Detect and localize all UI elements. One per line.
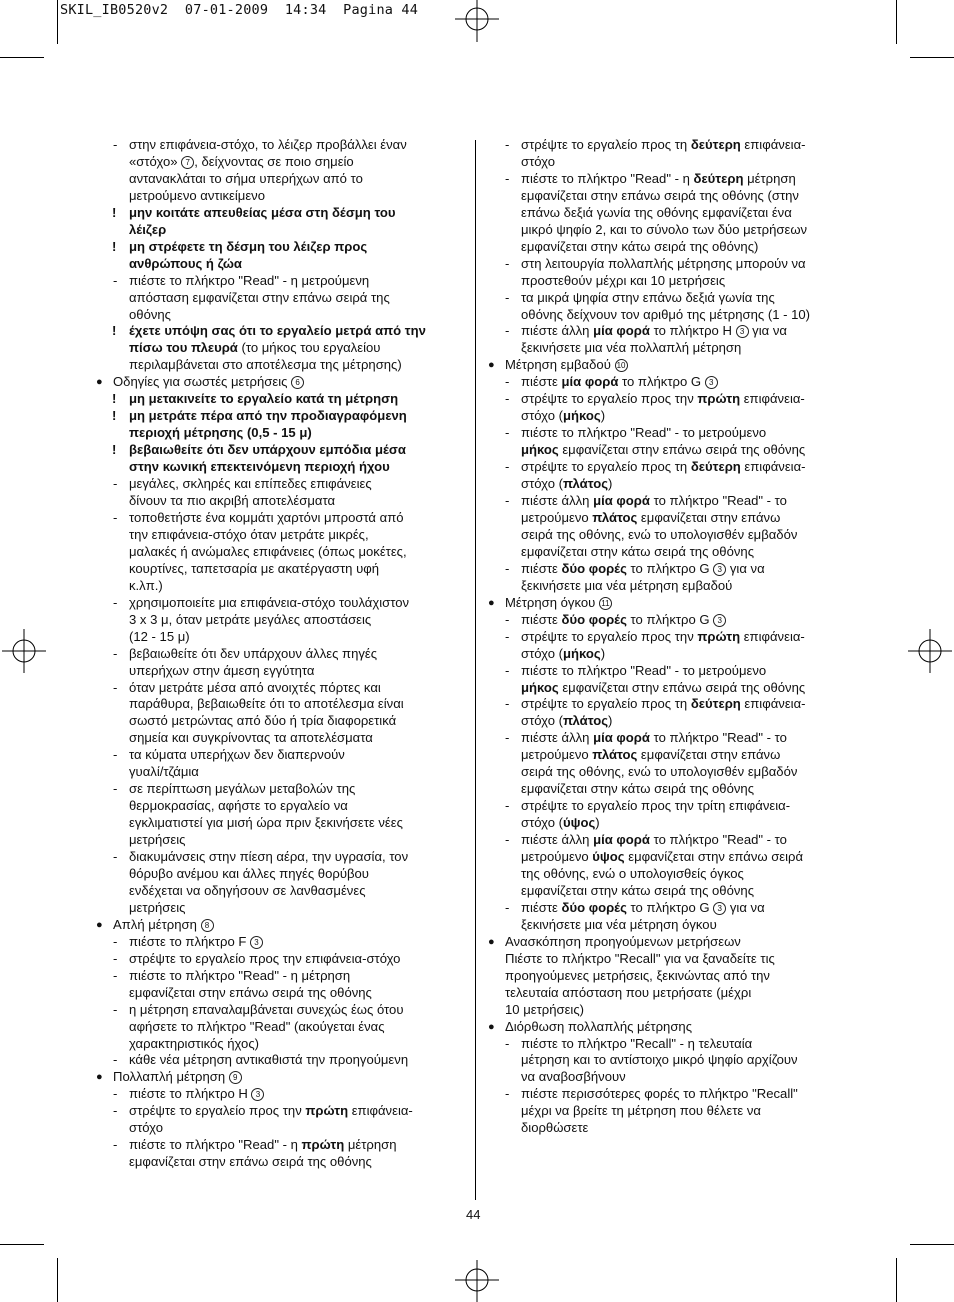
crop-mark (57, 0, 58, 44)
bullet-icon: ● (488, 359, 495, 372)
item-text: πιέστε το πλήκτρο "Read" - η πρώτη μέτρηση εμφανίζεται στην επάνω σειρά της οθόνης (129, 1137, 397, 1170)
dash-marker: - (505, 391, 510, 407)
item-text: η μέτρηση επαναλαμβάνεται συνεχώς έως ότου αφήσετε το πλήκτρο "Read" (ακούγεται ένας χαρακτηριστικός ήχος) (129, 1001, 404, 1051)
item-text: στρέψτε το εργαλείο προς την πρώτη επιφάνεια- στόχο (129, 1103, 413, 1136)
list-item (95, 1086, 460, 1103)
item-text: στρέψτε το εργαλείο προς την πρώτη επιφάνεια- στόχο (μήκος) (521, 391, 805, 424)
item-text: πιέστε άλλη μία φορά το πλήκτρο H 3 για να ξεκινήσετε μια νέα πολλαπλή μέτρηση (521, 323, 787, 356)
dash-marker: - (113, 967, 118, 983)
list-item (487, 137, 852, 171)
list-item (95, 1002, 460, 1053)
dash-marker: - (505, 832, 510, 848)
section-heading (487, 595, 852, 612)
dash-marker: - (113, 933, 118, 949)
dash-marker: - (505, 899, 510, 915)
section-heading (95, 1069, 460, 1086)
item-text: πιέστε μία φορά το πλήκτρο G 3 (521, 374, 718, 389)
item-text: Πιέστε το πλήκτρο "Recall" για να ξαναδείτε τις προηγούμενες μετρήσεις, ξεκινώντας από την τελευταία απόσταση που μετρήσατε (μέχρι 10 μετρήσεις) (505, 950, 775, 1017)
list-item (95, 747, 460, 781)
dash-marker: - (505, 374, 510, 390)
item-text: στρέψτε το εργαλείο προς τη δεύτερη επιφάνεια- στόχο (521, 137, 806, 169)
dash-marker: - (113, 781, 118, 797)
registration-mark-right (908, 629, 952, 673)
circled-number: 9 (229, 1071, 242, 1084)
dash-marker: - (113, 950, 118, 966)
item-text: όταν μετράτε μέσα από ανοιχτές πόρτες και παράθυρα, βεβαιωθείτε ότι το αποτέλεσμα είναι σωστό μετρώντας από δύο ή τρία διαφορετικά σημεία και συγκρίνοντας τα αποτελέσματα (129, 679, 404, 746)
item-text: Διόρθωση πολλαπλής μέτρησης (505, 1018, 693, 1034)
list-item (487, 798, 852, 832)
dash-marker: - (505, 662, 510, 678)
item-text: Απλή μέτρηση 8 (113, 917, 214, 932)
bullet-icon: ● (96, 918, 103, 931)
item-text: πιέστε το πλήκτρο "Read" - το μετρούμενο μήκος εμφανίζεται στην επάνω σειρά της οθόνης (521, 662, 806, 695)
dash-marker: - (113, 849, 118, 865)
page-number: 44 (466, 1207, 481, 1222)
item-text: στη λειτουργία πολλαπλής μέτρησης μπορούν να προστεθούν μέχρι και 10 μετρήσεις (521, 255, 806, 288)
list-item (487, 171, 852, 256)
item-text: Οδηγίες για σωστές μετρήσεις 6 (113, 374, 304, 389)
crop-mark (910, 1244, 954, 1245)
item-text: πιέστε δύο φορές το πλήκτρο G 3 (521, 612, 726, 627)
list-item (95, 934, 460, 951)
bullet-icon: ● (96, 376, 103, 389)
dash-marker: - (505, 730, 510, 746)
list-item (487, 374, 852, 391)
item-text: σε περίπτωση μεγάλων μεταβολών της θερμοκρασίας, αφήστε το εργαλείο να εγκλιματιστεί για μισή ώρα πριν ξεκινήσετε νέες μετρήσεις (129, 781, 403, 848)
item-text: χρησιμοποιείτε μια επιφάνεια-στόχο τουλάχιστον 3 x 3 μ, όταν μετράτε μεγάλες αποστάσεις (12 - 15 μ) (129, 594, 410, 644)
list-item (487, 561, 852, 595)
list-item (95, 476, 460, 510)
exclamation-icon: ! (112, 408, 117, 424)
warning-item (95, 239, 460, 273)
right-column (487, 137, 852, 1137)
item-text: μη στρέφετε τη δέσμη του λέιζερ προς ανθρώπους ή ζώα (129, 238, 368, 271)
circled-number: 3 (713, 614, 726, 627)
dash-marker: - (113, 679, 118, 695)
circled-number: 3 (250, 936, 263, 949)
section-heading (487, 357, 852, 374)
circled-number: 3 (705, 376, 718, 389)
registration-mark-left (2, 629, 46, 673)
crop-mark (910, 57, 954, 58)
item-text: πιέστε το πλήκτρο F 3 (129, 934, 263, 949)
list-item (487, 323, 852, 357)
item-text: έχετε υπόψη σας ότι το εργαλείο μετρά από την πίσω του πλευρά (το μήκος του εργαλείου περιλαμβάνεται στο αποτέλεσμα της μέτρησης) (129, 323, 426, 373)
section-heading (95, 374, 460, 391)
circled-number: 8 (201, 919, 214, 932)
dash-marker: - (113, 1086, 118, 1102)
dash-marker: - (505, 611, 510, 627)
list-item (487, 832, 852, 900)
dash-marker: - (113, 1137, 118, 1153)
section-heading (95, 917, 460, 934)
bullet-icon: ● (96, 1071, 103, 1084)
crop-mark (57, 1258, 58, 1302)
bullet-icon: ● (488, 1020, 495, 1033)
item-text: κάθε νέα μέτρηση αντικαθιστά την προηγούμενη (129, 1052, 409, 1068)
list-item (95, 968, 460, 1002)
item-text: πιέστε το πλήκτρο "Read" - η μετρούμενη απόσταση εμφανίζεται στην επάνω σειρά της οθόνης (129, 272, 390, 322)
bullet-icon: ● (488, 596, 495, 609)
print-slug: SKIL_IB0520v2 07-01-2009 14:34 Pagina 44 (60, 2, 419, 18)
dash-marker: - (505, 1086, 510, 1102)
list-item (487, 391, 852, 425)
list-item (95, 680, 460, 748)
dash-marker: - (113, 476, 118, 492)
dash-marker: - (113, 509, 118, 525)
crop-mark (0, 57, 44, 58)
warning-item (95, 323, 460, 374)
item-text: πιέστε το πλήκτρο "Read" - το μετρούμενο μήκος εμφανίζεται στην επάνω σειρά της οθόνης (521, 425, 806, 458)
list-item (95, 781, 460, 849)
crop-mark (0, 1244, 44, 1245)
dash-marker: - (113, 594, 118, 610)
item-text: στρέψτε το εργαλείο προς τη δεύτερη επιφάνεια- στόχο (πλάτος) (521, 696, 806, 729)
exclamation-icon: ! (112, 442, 117, 458)
dash-marker: - (505, 798, 510, 814)
item-text: στρέψτε το εργαλείο προς τη δεύτερη επιφάνεια- στόχο (πλάτος) (521, 459, 806, 492)
left-column (95, 137, 460, 1171)
dash-marker: - (113, 747, 118, 763)
warning-item (95, 205, 460, 239)
circled-number: 6 (291, 376, 304, 389)
dash-marker: - (505, 137, 510, 152)
list-item (487, 629, 852, 663)
list-item (487, 663, 852, 697)
section-heading (487, 1019, 852, 1036)
dash-marker: - (113, 1103, 118, 1119)
list-item (95, 849, 460, 917)
crop-mark (896, 1258, 897, 1302)
item-text: Πολλαπλή μέτρηση 9 (113, 1069, 242, 1084)
list-item (487, 459, 852, 493)
dash-marker: - (113, 272, 118, 288)
item-text: στην επιφάνεια-στόχο, το λέιζερ προβάλλει έναν «στόχο» 7 , δείχνοντας σε ποιο σημείο αντανακλάται το σήμα υπερήχων από το μετρούμενο αντικείμενο (129, 137, 407, 203)
list-item (487, 1086, 852, 1137)
item-text: πιέστε άλλη μία φορά το πλήκτρο "Read" - το μετρούμενο πλάτος εμφανίζεται στην επάνω σειρά της οθόνης, ενώ το υπολογισθέν εμβαδόν εμφανίζεται στην κάτω σειρά της οθόνης (521, 730, 798, 797)
list-item (487, 951, 852, 1019)
dash-marker: - (505, 560, 510, 576)
item-text: πιέστε άλλη μία φορά το πλήκτρο "Read" - το μετρούμενο πλάτος εμφανίζεται στην επάνω σειρά της οθόνης, ενώ το υπολογισθέν εμβαδόν εμφανίζεται στην κάτω σειρά της οθόνης (521, 493, 798, 559)
item-text: Ανασκόπηση προηγούμενων μετρήσεων (505, 933, 741, 949)
list-item (95, 510, 460, 595)
registration-mark-bottom (455, 1258, 499, 1302)
item-text: πιέστε άλλη μία φορά το πλήκτρο "Read" - το μετρούμενο ύψος εμφανίζεται στην επάνω σειρά της οθόνης, ενώ ο υπολογισθείς όγκος εμφανίζεται στην κάτω σειρά της οθόνης (521, 832, 804, 898)
dash-marker: - (113, 1001, 118, 1017)
list-item (95, 137, 460, 205)
item-text: πιέστε το πλήκτρο H 3 (129, 1086, 264, 1101)
bullet-icon: ● (488, 935, 495, 948)
circled-number: 11 (599, 597, 612, 610)
exclamation-icon: ! (112, 204, 117, 220)
dash-marker: - (505, 323, 510, 339)
list-item (95, 1052, 460, 1069)
list-item (487, 425, 852, 459)
item-text: τα κύματα υπερήχων δεν διαπερνούν γυαλί/τζάμια (129, 747, 345, 780)
dash-marker: - (505, 289, 510, 305)
circled-number: 7 (181, 156, 194, 169)
item-text: πιέστε δύο φορές το πλήκτρο G 3 για να ξεκινήσετε μια νέα μέτρηση εμβαδού (521, 560, 765, 593)
column-divider (475, 140, 476, 1200)
exclamation-icon: ! (112, 323, 117, 339)
item-text: στρέψτε το εργαλείο προς την πρώτη επιφάνεια- στόχο (μήκος) (521, 628, 805, 661)
item-text: τα μικρά ψηφία στην επάνω δεξιά γωνία της οθόνης δείχνουν τον αριθμό της μέτρησης (1 - 10) (521, 289, 811, 322)
item-text: Μέτρηση εμβαδού 10 (505, 357, 628, 372)
dash-marker: - (113, 645, 118, 661)
item-text: πιέστε το πλήκτρο "Read" - η μέτρηση εμφανίζεται στην επάνω σειρά της οθόνης (129, 967, 372, 1000)
dash-marker: - (113, 1052, 118, 1068)
list-item (95, 595, 460, 646)
circled-number: 3 (251, 1088, 264, 1101)
item-text: μη μετακινείτε το εργαλείο κατά τη μέτρηση (129, 391, 399, 407)
item-text: Μέτρηση όγκου 11 (505, 595, 612, 610)
list-item (95, 1137, 460, 1171)
circled-number: 10 (615, 359, 628, 372)
item-text: μη μετράτε πέρα από την προδιαγραφόμενη περιοχή μέτρησης (0,5 - 15 μ) (129, 408, 407, 441)
item-text: στρέψτε το εργαλείο προς την επιφάνεια-στόχο (129, 950, 401, 966)
list-item (487, 256, 852, 290)
crop-mark (896, 0, 897, 44)
exclamation-icon: ! (112, 391, 117, 407)
item-text: στρέψτε το εργαλείο προς την τρίτη επιφάνεια- στόχο (ύψος) (521, 798, 791, 831)
item-text: βεβαιωθείτε ότι δεν υπάρχουν εμπόδια μέσα στην κωνική επεκτεινόμενη περιοχή ήχου (129, 442, 406, 475)
dash-marker: - (113, 137, 118, 152)
dash-marker: - (505, 1035, 510, 1051)
item-text: βεβαιωθείτε ότι δεν υπάρχουν άλλες πηγές υπερήχων στην άμεση εγγύτητα (129, 645, 378, 678)
list-item (487, 900, 852, 934)
item-text: πιέστε περισσότερες φορές το πλήκτρο "Recall" μέχρι να βρείτε τη μέτρηση που θέλετε να διορθώσετε (521, 1086, 798, 1136)
circled-number: 3 (713, 902, 726, 915)
list-item (95, 273, 460, 324)
item-text: πιέστε δύο φορές το πλήκτρο G 3 για να ξεκινήσετε μια νέα μέτρηση όγκου (521, 899, 765, 932)
item-text: μην κοιτάτε απευθείας μέσα στη δέσμη του λέιζερ (129, 204, 396, 237)
item-text: μεγάλες, σκληρές και επίπεδες επιφάνειες δίνουν τα πιο ακριβή αποτελέσματα (129, 476, 372, 509)
dash-marker: - (505, 696, 510, 712)
list-item (487, 696, 852, 730)
dash-marker: - (505, 493, 510, 509)
registration-mark-top (455, 0, 499, 44)
exclamation-icon: ! (112, 238, 117, 254)
section-heading (487, 934, 852, 951)
warning-item (95, 442, 460, 476)
item-text: διακυμάνσεις στην πίεση αέρα, την υγρασία, τον θόρυβο ανέμου και άλλες πηγές θορύβου ενδέχεται να οδηγήσουν σε λανθασμένες μετρήσεις (129, 849, 409, 915)
warning-item (95, 408, 460, 442)
item-text: πιέστε το πλήκτρο "Read" - η δεύτερη μέτρηση εμφανίζεται στην επάνω σειρά της οθόνης (στην επάνω δεξιά γωνία της οθόνης εμφανίζεται ένα μικρό ψηφίο 2, και το σύνολο των δύο μετρήσεων εμφανίζεται στην κάτω σειρά της οθόνης) (521, 170, 808, 254)
circled-number: 3 (713, 563, 726, 576)
list-item (95, 646, 460, 680)
list-item (95, 951, 460, 968)
dash-marker: - (505, 425, 510, 441)
item-text: τοποθετήστε ένα κομμάτι χαρτόνι μπροστά από την επιφάνεια-στόχο όταν μετράτε μικρές, μαλακές ή ανώμαλες επιφάνειες (όπως μοκέτες, κουρτίνες, ταπετσαρία με ακατέργαστη υφή κ.λπ.) (129, 509, 407, 593)
list-item (487, 730, 852, 798)
item-text: πιέστε το πλήκτρο "Recall" - η τελευταία μέτρηση και το αντίστοιχο μικρό ψηφίο αρχίζουν να αναβοσβήνουν (521, 1035, 798, 1085)
warning-item (95, 391, 460, 408)
list-item (487, 290, 852, 324)
list-item (487, 1036, 852, 1087)
circled-number: 3 (736, 325, 749, 338)
dash-marker: - (505, 170, 510, 186)
dash-marker: - (505, 459, 510, 475)
list-item (95, 1103, 460, 1137)
list-item (487, 493, 852, 561)
dash-marker: - (505, 628, 510, 644)
dash-marker: - (505, 255, 510, 271)
list-item (487, 612, 852, 629)
